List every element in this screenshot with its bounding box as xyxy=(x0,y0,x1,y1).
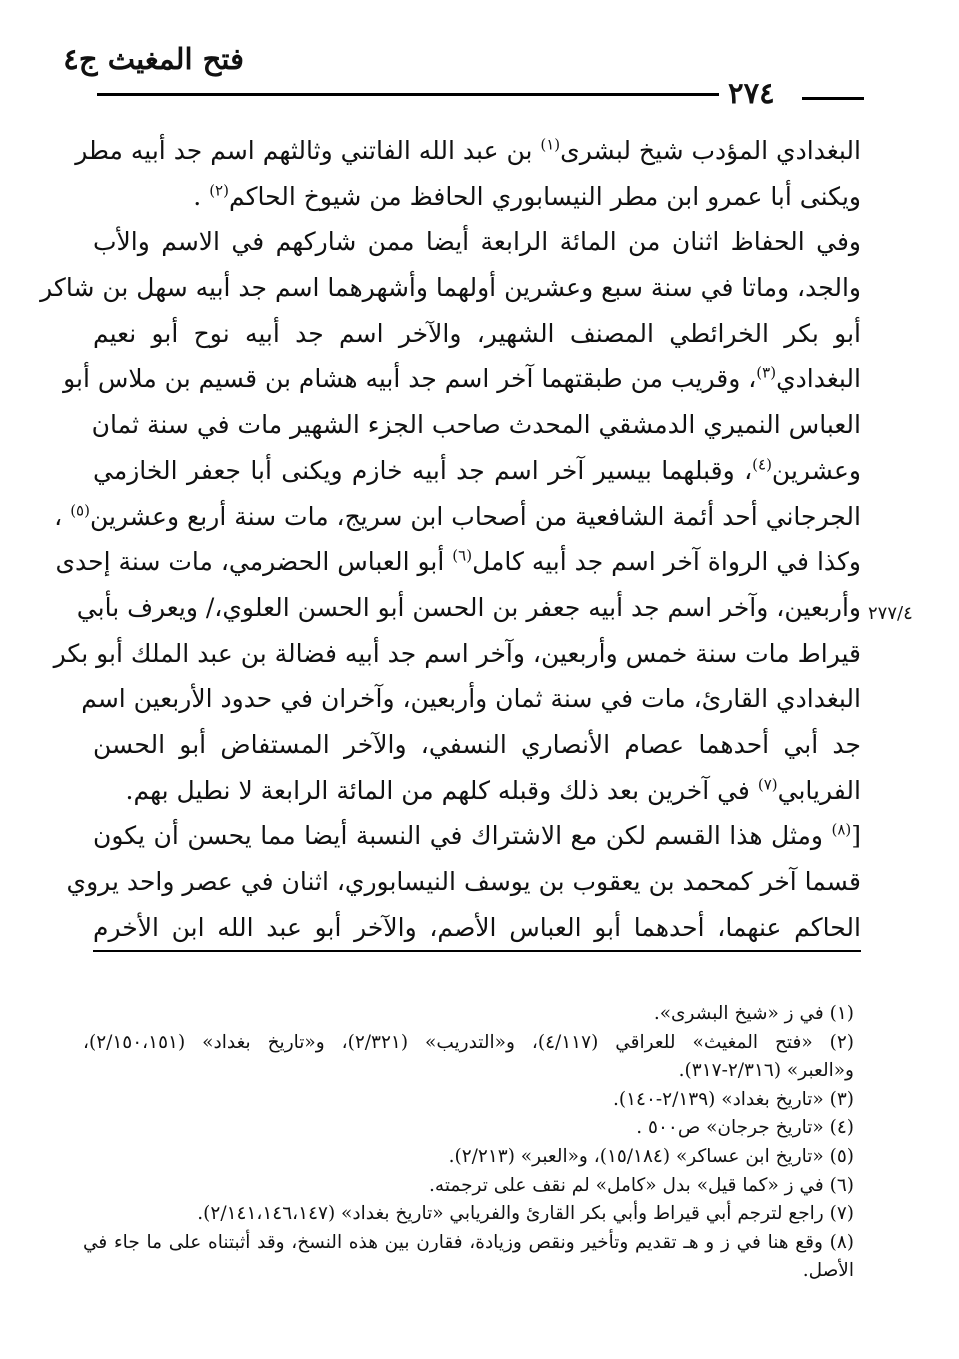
footnote-reference: (٧) xyxy=(757,775,778,794)
footnotes xyxy=(83,1000,854,1286)
footnote-reference: (٤) xyxy=(752,455,772,474)
text-line xyxy=(53,631,861,677)
text-line xyxy=(63,356,861,402)
book-title: فتح المغيث ج٤ xyxy=(63,42,244,76)
text-line xyxy=(76,585,861,631)
text-segment: أبو العباس الحضرمي، مات سنة إحدى xyxy=(55,547,453,577)
page-number: ٢٧٤ xyxy=(728,76,775,110)
footnote: (٧) راجع لترجم أبي قيراط وأبي بكر القارئ والفريابي «تاريخ بغداد» (٢/١٤١،١٤٦،١٤٧). xyxy=(197,1203,854,1225)
text-segment: والجد، وماتا في سنة سبع وعشرين أولهما وأشهرهما اسم جد أبيه سهل بن شاكر xyxy=(40,273,861,303)
text-segment: وعشرين xyxy=(771,455,861,485)
text-line xyxy=(66,859,861,905)
text-segment: وفي الحفاظ اثنان من المائة الرابعة أيضا ممن شاركهم في الاسم والأب xyxy=(93,227,861,257)
text-segment: في آخرين بعد ذلك وقبله كلهم من المائة الرابعة لا نطيل بهم. xyxy=(125,775,758,805)
text-segment: البغدادي xyxy=(776,364,861,394)
text-line xyxy=(93,402,861,448)
header-rule-short xyxy=(802,97,864,100)
text-line xyxy=(93,174,861,220)
footnote-reference: (٣) xyxy=(756,364,777,383)
text-line xyxy=(93,722,861,768)
text-segment: ويكنى أبا عمرو ابن مطر النيسابوري الحافظ من شيوخ الحاكم xyxy=(228,181,861,211)
text-segment: أبو بكر الخرائطي المصنف الشهير، والآخر اسم جد أبيه نوح أبو نعيم xyxy=(93,318,861,348)
footnote: و«العبر» (٢/٣١٦-٣١٧). xyxy=(678,1060,854,1082)
footnote: (٤) «تاريخ جرجان» ص٥٠٠ . xyxy=(636,1117,854,1139)
header-rule xyxy=(97,93,719,96)
text-segment: . xyxy=(193,181,210,211)
margin-page-reference: ٢٧٧/٤ xyxy=(868,603,913,624)
text-line xyxy=(40,265,861,311)
text-line xyxy=(93,448,861,494)
text-segment: الفريابي xyxy=(777,775,861,805)
footnote: (١) في ز «شيخ البشرى». xyxy=(653,1003,854,1024)
text-line xyxy=(93,768,861,814)
text-segment: جد أبي أحدهما عصام الأنصاري النسفي، والآخر المستفاض أبو الحسن xyxy=(93,729,861,759)
text-segment: البغدادي القارئ، مات في سنة ثمان وأربعين، وآخران في حدود الأربعين اسم xyxy=(81,684,861,714)
text-segment: الجرجاني أحد أئمة الشافعية من أصحاب ابن سريج، مات سنة أربع وعشرين xyxy=(89,501,861,531)
text-segment: وكذا في الرواة آخر اسم جد أبيه كامل xyxy=(472,547,861,577)
footnote: الأصل. xyxy=(802,1260,854,1282)
text-line xyxy=(81,676,861,722)
footnote-reference: (٥) xyxy=(70,501,90,520)
text-segment: وأربعين، وآخر اسم جد أبيه جعفر بن الحسن أبو الحسن العلوي،/ ويعرف بأبي xyxy=(76,592,861,622)
text-segment: [ xyxy=(851,821,861,851)
footnote-reference: (٢) xyxy=(209,181,229,200)
text-line xyxy=(93,905,861,953)
text-segment: الحاكم عنهما، أحدهما أبو العباس الأصم، والآخر أبو عبد الله ابن الأخرم xyxy=(93,912,861,942)
footnote: (٢) «فتح المغيث» للعراقي (٤/١١٧)، و«التدريب» (٢/٣٢١)، و«تاريخ بغداد» (٢/١٥٠،١٥١)، xyxy=(83,1031,854,1053)
text-line xyxy=(93,311,861,357)
footnote: (٣) «تاريخ بغداد» (٢/١٣٩-١٤٠). xyxy=(612,1088,854,1110)
text-segment: قسما آخر كمحمد بن يعقوب بن يوسف النيسابوري، اثنان في عصر واحد يروي xyxy=(66,867,861,896)
text-line xyxy=(93,219,861,265)
text-segment: البغدادي المؤدب شيخ لبشرى xyxy=(560,136,861,165)
text-line xyxy=(55,539,861,585)
footnote-reference: (٦) xyxy=(452,546,473,565)
footnote-reference: (٨) xyxy=(831,820,852,839)
text-segment: ومثل هذا القسم لكن مع الاشتراك في النسبة أيضا مما يحسن أن يكون xyxy=(93,821,832,851)
text-line xyxy=(54,494,861,540)
text-segment: ، وقريب من طبقتهما آخر اسم جد أبيه هشام بن قسيم بن ملاس أبو xyxy=(63,364,757,394)
text-segment: العباس النميري الدمشقي المحدث صاحب الجزء الشهير مات في سنة ثمان xyxy=(91,410,861,440)
text-segment: بن عبد الله الفاتني وثالثهم اسم جد أبيه مطر xyxy=(75,136,541,165)
footnote: (٦) في ز «كما قيل» بدل «كامل» لم نقف على ترجمته. xyxy=(429,1174,854,1196)
text-segment: قيراط مات سنة خمس وأربعين، وآخر اسم جد أبيه فضالة بن عبد الملك أبو بكر xyxy=(53,638,861,668)
footnote: (٨) وقع هنا في ز و هـ تقديم وتأخير ونقص وزيادة، فقارن بين هذه النسخ، وقد أثبتناه على ما جاء في xyxy=(83,1231,854,1253)
footnote: (٥) «تاريخ ابن عساكر» (١٥/١٨٤)، و«العبر» (٢/٢١٣). xyxy=(448,1145,854,1167)
text-segment: ، وقبلهما بيسير آخر اسم جد أبيه خازم ويكنى أبا جعفر الخازمي xyxy=(93,455,753,485)
text-line xyxy=(75,128,861,174)
main-text xyxy=(40,128,861,952)
footnote-reference: (١) xyxy=(540,135,561,154)
text-line xyxy=(93,813,861,859)
text-segment: ، xyxy=(54,501,71,531)
